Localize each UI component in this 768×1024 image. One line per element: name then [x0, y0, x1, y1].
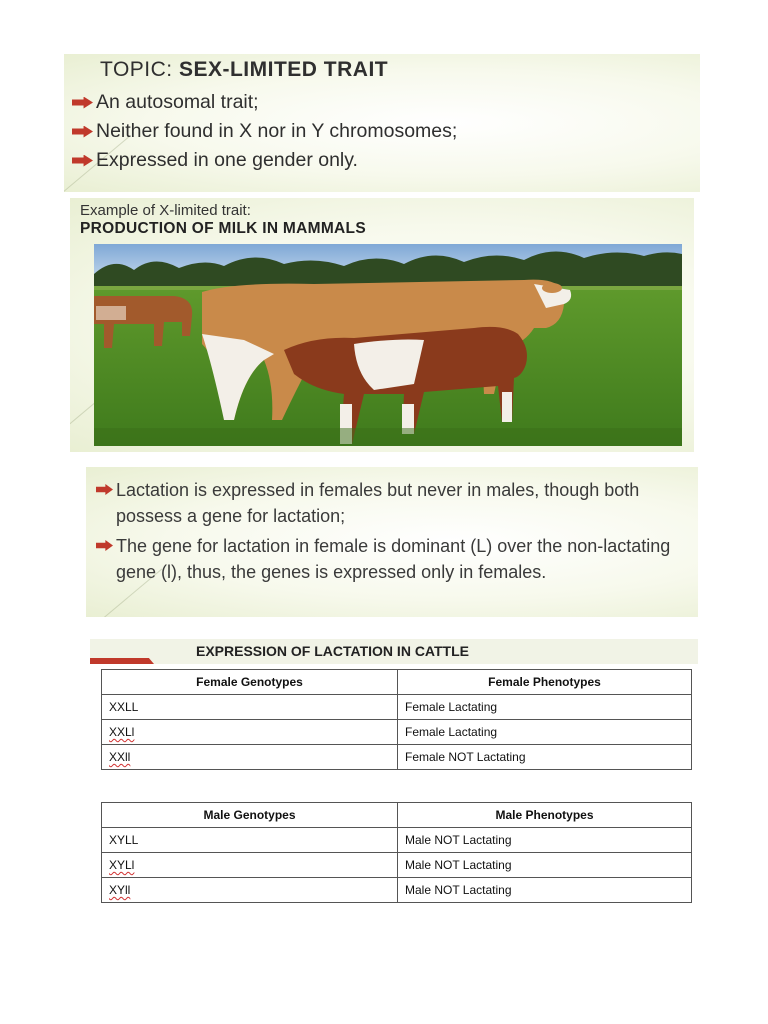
lactation-bullet-list	[96, 477, 696, 585]
accent-bar	[90, 658, 154, 664]
list-item	[72, 146, 457, 175]
example-subtitle: PRODUCTION OF MILK IN MAMMALS	[80, 220, 366, 237]
arrow-bullet-icon	[72, 126, 93, 138]
genotype-text: XYll	[109, 883, 131, 897]
table-row	[102, 745, 692, 770]
arrow-bullet-icon	[96, 484, 113, 495]
phenotype-cell: Male NOT Lactating	[398, 878, 692, 903]
topic-prefix: TOPIC:	[100, 58, 179, 81]
list-item	[72, 117, 457, 146]
genotype-cell: XXLL	[102, 695, 398, 720]
section-banner	[90, 639, 698, 664]
phenotype-cell: Female Lactating	[398, 720, 692, 745]
slide-topic	[64, 54, 700, 192]
bullet-text: The gene for lactation in female is dominant (L) over the non-lactating gene (l), thus, the genes is expressed only in females.	[116, 536, 671, 582]
male-genotype-table	[101, 802, 692, 903]
genotype-cell	[102, 720, 398, 745]
phenotype-cell: Male NOT Lactating	[398, 853, 692, 878]
genotype-text: XYLl	[109, 858, 135, 872]
example-title: Example of X-limited trait:	[80, 202, 251, 219]
column-header: Female Genotypes	[102, 670, 398, 695]
genotype-cell	[102, 878, 398, 903]
list-item	[96, 477, 696, 529]
section-title: EXPRESSION OF LACTATION IN CATTLE	[196, 643, 469, 659]
bullet-text: Expressed in one gender only.	[96, 149, 358, 171]
genotype-cell	[102, 853, 398, 878]
genotype-cell: XYLL	[102, 828, 398, 853]
slide-example	[70, 198, 694, 452]
genotype-text: XXll	[109, 750, 131, 764]
arrow-bullet-icon	[72, 97, 93, 109]
list-item	[72, 88, 457, 117]
bullet-text: An autosomal trait;	[96, 91, 259, 113]
topic-title: SEX-LIMITED TRAIT	[178, 58, 389, 81]
column-header: Female Phenotypes	[398, 670, 692, 695]
table-row	[102, 878, 692, 903]
table-row	[102, 828, 692, 853]
topic-heading	[100, 58, 388, 82]
list-item	[96, 533, 696, 585]
topic-bullet-list	[72, 88, 457, 175]
female-genotype-table	[101, 669, 692, 770]
phenotype-cell: Female Lactating	[398, 695, 692, 720]
column-header: Male Phenotypes	[398, 803, 692, 828]
table-row	[102, 720, 692, 745]
bullet-text: Lactation is expressed in females but never in males, though both possess a gene for lactation;	[116, 480, 640, 526]
table-header-row	[102, 803, 692, 828]
bullet-text: Neither found in X nor in Y chromosomes;	[96, 120, 458, 142]
table-row	[102, 853, 692, 878]
arrow-bullet-icon	[96, 540, 113, 551]
phenotype-cell: Male NOT Lactating	[398, 828, 692, 853]
column-header: Male Genotypes	[102, 803, 398, 828]
slide-lactation-notes	[86, 467, 698, 617]
cow-calf-photo	[94, 244, 682, 446]
table-row	[102, 695, 692, 720]
genotype-cell	[102, 745, 398, 770]
table-header-row	[102, 670, 692, 695]
arrow-bullet-icon	[72, 155, 93, 167]
genotype-text: XXLl	[109, 725, 135, 739]
phenotype-cell: Female NOT Lactating	[398, 745, 692, 770]
